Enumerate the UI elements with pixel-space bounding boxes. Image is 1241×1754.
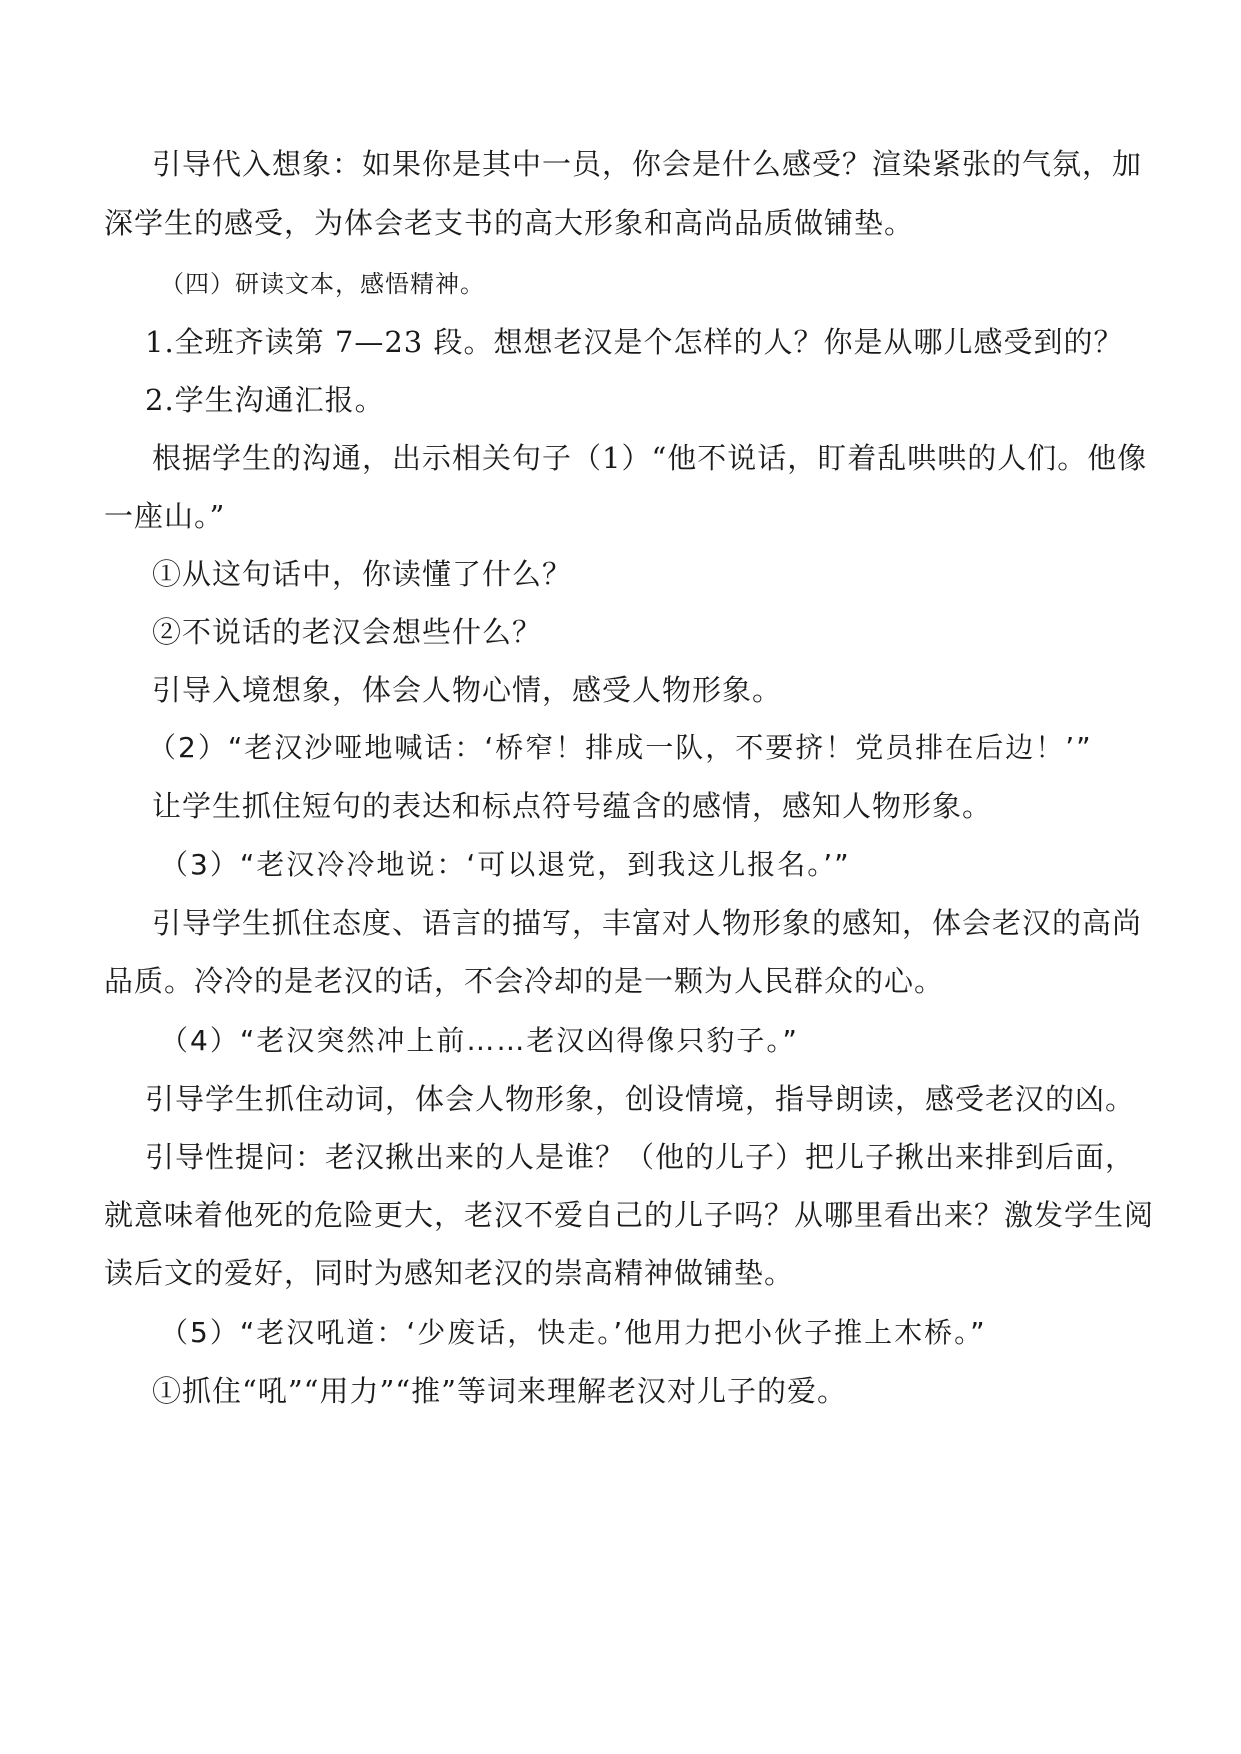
quote-5: （5）“老汉吼道：‘少废话，快走。’他用力把小伙子推上木桥。” [160,1316,987,1349]
paragraph-line-7: 引导学生抓住态度、语言的描写，丰富对人物形象的感知，体会老汉的高尚 [152,906,1143,940]
paragraph-line-5: 引导入境想象，体会人物心情，感受人物形象。 [152,673,783,707]
paragraph-line-10: 引导性提问：老汉揪出来的人是谁？（他的儿子）把儿子揪出来排到后面， [145,1140,1136,1174]
paragraph-line-9: 引导学生抓住动词，体会人物形象，创设情境，指导朗读，感受老汉的凶。 [145,1082,1136,1116]
quote-3: （3）“老汉冷冷地说：‘可以退党，到我这儿报名。’” [160,848,851,881]
paragraph-line-6: 让学生抓住短句的表达和标点符号蕴含的感情，感知人物形象。 [152,789,993,823]
question-2: ②不说话的老汉会想些什么？ [152,615,543,649]
paragraph-line-2: 深学生的感受，为体会老支书的高大形象和高尚品质做铺垫。 [104,206,915,240]
quote-2: （2）“老汉沙哑地喊话：‘桥窄！排成一队，不要挤！党员排在后边！’” [148,731,1093,764]
paragraph-line-11: 就意味着他死的危险更大，老汉不爱自己的儿子吗？从哪里看出来？激发学生阅 [104,1198,1155,1232]
paragraph-line-12: 读后文的爱好，同时为感知老汉的崇高精神做铺垫。 [104,1256,795,1290]
step-1: 1.全班齐读第 7—23 段。想想老汉是个怎样的人？你是从哪儿感受到的？ [145,325,1124,359]
paragraph-line-3: 根据学生的沟通，出示相关句子（1）“他不说话，盯着乱哄哄的人们。他像 [152,441,1148,475]
paragraph-line-4: 一座山。” [104,499,226,533]
paragraph-line-1: 引导代入想象：如果你是其中一员，你会是什么感受？渲染紧张的气氛，加 [152,147,1143,181]
step-2: 2.学生沟通汇报。 [145,383,385,417]
question-1: ①从这句话中，你读懂了什么？ [152,557,573,591]
paragraph-line-8: 品质。冷冷的是老汉的话，不会冷却的是一颗为人民群众的心。 [104,964,945,998]
section-heading: （四）研读文本，感悟精神。 [160,270,485,298]
quote-4: （4）“老汉突然冲上前……老汉凶得像只豹子。” [160,1024,799,1057]
paragraph-line-13: ①抓住“吼”“用力”“推”等词来理解老汉对儿子的爱。 [152,1374,847,1408]
